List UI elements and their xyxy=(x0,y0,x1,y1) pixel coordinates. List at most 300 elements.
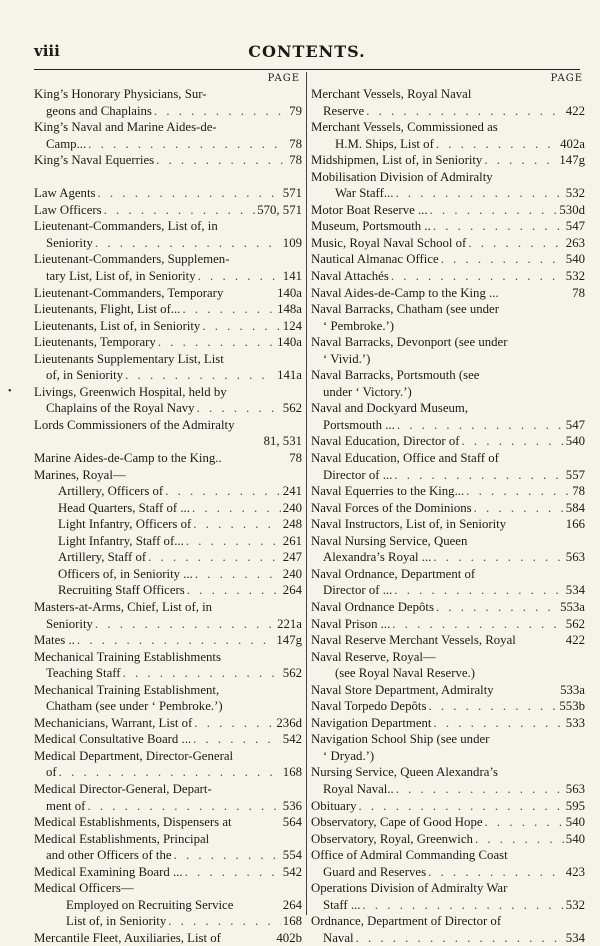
entry-text: King’s Honorary Physicians, Sur- xyxy=(34,87,207,101)
entry-page-number: 564 xyxy=(282,815,302,830)
entry-text: Mobilisation Division of Admiralty xyxy=(311,169,493,184)
leader-dots xyxy=(395,185,563,202)
index-entry-line xyxy=(311,566,585,583)
entry-text: Lieutenant-Commanders, Temporary xyxy=(34,285,224,300)
entry-text: Obituary xyxy=(311,798,357,813)
entry-text: Camp... xyxy=(46,136,87,151)
index-entry-line xyxy=(34,582,302,599)
entry-text: Marine Aides-de-Camp to the King.. xyxy=(34,451,222,466)
index-entry-line xyxy=(34,847,302,864)
entry-text: Teaching Staff xyxy=(46,666,121,681)
leader-dots xyxy=(391,268,564,285)
entry-page-number: 547 xyxy=(565,219,585,234)
index-entry-line xyxy=(311,119,585,136)
index-entry-line xyxy=(311,698,585,715)
entry-text: List of, in Seniority xyxy=(66,914,167,929)
index-entry-line xyxy=(34,682,302,699)
entry-text: tary List, List of, in Seniority xyxy=(46,269,196,284)
index-entry-line xyxy=(311,814,585,831)
index-entry-line xyxy=(311,831,585,848)
entry-text: Naval Nursing Service, Queen xyxy=(311,533,468,548)
leader-dots xyxy=(88,136,287,153)
entry-text: Light Infantry, Staff of... xyxy=(58,533,184,548)
index-entry-line xyxy=(34,285,302,302)
entry-page-number: 542 xyxy=(282,864,302,879)
leader-dots xyxy=(156,152,287,169)
index-entry-line xyxy=(311,136,585,153)
leader-dots xyxy=(59,764,281,781)
entry-page-number: 422 xyxy=(565,103,585,118)
index-entry-line xyxy=(311,334,585,351)
leader-dots xyxy=(428,698,557,715)
leader-dots xyxy=(154,103,287,120)
entry-page-number: 147g xyxy=(559,153,585,168)
entry-page-number: 241 xyxy=(282,484,302,499)
index-entry-line xyxy=(34,417,302,434)
entry-text: Naval Reserve Merchant Vessels, Royal xyxy=(311,633,516,648)
index-entry-line xyxy=(34,665,302,682)
leader-dots xyxy=(428,864,564,881)
leader-dots xyxy=(158,334,275,351)
leader-dots xyxy=(462,433,564,450)
index-entry-line xyxy=(311,169,585,186)
leader-dots xyxy=(182,301,275,318)
entry-text: Law Officers xyxy=(34,202,102,217)
right-column xyxy=(311,72,585,946)
entry-text: Medical Examining Board ... xyxy=(34,864,183,879)
entry-text: Observatory, Cape of Good Hope xyxy=(311,815,483,830)
entry-page-number: 553a xyxy=(560,599,585,614)
index-entry-line xyxy=(311,880,585,897)
index-entry-line xyxy=(311,764,585,781)
index-entry-line xyxy=(34,450,302,467)
entry-page-number: 534 xyxy=(565,930,585,945)
entry-page-number: 532 xyxy=(565,897,585,912)
leader-dots xyxy=(366,103,564,120)
leader-dots xyxy=(436,599,558,616)
index-entry-line xyxy=(34,152,302,169)
leader-dots xyxy=(362,897,563,914)
entry-text: Naval Education, Director of xyxy=(311,434,460,449)
entry-text: Naval Barracks, Chatham (see under xyxy=(311,302,499,317)
index-entry-line xyxy=(311,417,585,434)
index-entry-line xyxy=(34,235,302,252)
leader-dots xyxy=(168,913,281,930)
index-entry-line xyxy=(311,467,585,484)
index-entry-line xyxy=(34,218,302,235)
entry-text: Merchant Vessels, Commissioned as xyxy=(311,120,498,135)
index-entry-line xyxy=(34,913,302,930)
index-entry-line xyxy=(34,467,302,484)
margin-bullet: • xyxy=(8,385,12,397)
leader-dots xyxy=(394,467,564,484)
entry-text: Royal Naval.. xyxy=(323,781,394,796)
index-entry-line xyxy=(311,185,585,202)
right-entries xyxy=(311,86,585,946)
index-entry-line xyxy=(311,930,585,946)
entry-text: under ‘ Victory.’) xyxy=(323,384,412,399)
entry-page-number: 540 xyxy=(565,831,585,846)
leader-dots xyxy=(193,731,281,748)
index-entry-line xyxy=(34,930,302,946)
entry-text: War Staff... xyxy=(335,186,394,201)
entry-text: Naval Ordnance Depôts xyxy=(311,599,434,614)
entry-page-number: 124 xyxy=(282,318,302,333)
entry-page-number: 530d xyxy=(559,202,585,217)
index-entry-line xyxy=(34,251,302,268)
index-entry-line xyxy=(311,913,585,930)
entry-page-number: 261 xyxy=(282,533,302,548)
leader-dots xyxy=(186,533,281,550)
entry-text: Lieutenant-Commanders, List of, in xyxy=(34,219,218,234)
leader-dots xyxy=(195,566,281,583)
index-entry-line xyxy=(34,268,302,285)
leader-dots xyxy=(436,136,558,153)
leader-dots xyxy=(202,318,280,335)
index-entry-line xyxy=(34,185,302,202)
leader-dots xyxy=(192,500,281,517)
entry-text: Lieutenants Supplementary List, List xyxy=(34,351,224,366)
page-folio: viii xyxy=(34,42,60,60)
header-rule xyxy=(34,69,580,70)
index-entry-line xyxy=(34,649,302,666)
column-divider xyxy=(306,72,307,915)
entry-page-number: 553b xyxy=(559,699,585,714)
leader-dots xyxy=(392,616,564,633)
left-column xyxy=(8,72,302,946)
entry-text: of xyxy=(46,765,57,780)
entry-text: Staff ... xyxy=(323,897,361,912)
index-entry-line xyxy=(8,384,302,401)
entry-page-number: 78 xyxy=(289,451,302,466)
leader-dots xyxy=(359,798,564,815)
index-entry-line xyxy=(34,103,302,120)
index-entry-line xyxy=(311,218,585,235)
index-entry-line xyxy=(34,318,302,335)
leader-dots xyxy=(474,500,564,517)
entry-text: ‘ Pembroke.’) xyxy=(323,318,395,333)
index-entry-line xyxy=(311,318,585,335)
entry-text: Mates .. xyxy=(34,633,75,648)
entry-text: Portsmouth ... xyxy=(323,417,395,432)
left-entries xyxy=(8,86,302,946)
index-entry-line xyxy=(34,880,302,897)
index-entry-line xyxy=(311,582,585,599)
entry-text: Masters-at-Arms, Chief, List of, in xyxy=(34,599,213,614)
entry-text: Head Quarters, Staff of ... xyxy=(58,500,190,515)
index-entry-line xyxy=(34,500,302,517)
index-entry-line xyxy=(34,483,302,500)
entry-page-number: 79 xyxy=(289,103,302,118)
leader-dots xyxy=(95,616,275,633)
entry-text: Motor Boat Reserve ... xyxy=(311,202,428,217)
index-entry-line xyxy=(311,798,585,815)
entry-text: Light Infantry, Officers of xyxy=(58,517,192,532)
entry-page-number: 147g xyxy=(276,633,302,648)
index-entry-line xyxy=(34,715,302,732)
entry-page-number: 141 xyxy=(282,269,302,284)
leader-dots xyxy=(197,400,281,417)
entry-text: Naval Education, Office and Staff of xyxy=(311,451,499,466)
entry-text: Music, Royal Naval School of xyxy=(311,235,467,250)
entry-page-number: 540 xyxy=(565,434,585,449)
entry-text: Medical Establishments, Dispensers at xyxy=(34,815,232,830)
entry-page-number: 584 xyxy=(565,500,585,515)
index-entry-line xyxy=(311,549,585,566)
entry-text: ment of xyxy=(46,798,86,813)
entry-page-number: 168 xyxy=(282,914,302,929)
index-entry-line xyxy=(311,268,585,285)
entry-text: Seniority xyxy=(46,616,93,631)
entry-text: Lieutenant-Commanders, Supplemen- xyxy=(34,252,230,267)
leader-dots xyxy=(433,218,564,235)
index-entry-line xyxy=(34,400,302,417)
entry-page-number: 78 xyxy=(289,136,302,151)
entry-text: ‘ Vivid.’) xyxy=(323,351,371,366)
leader-dots xyxy=(165,483,281,500)
section-gap xyxy=(34,169,302,186)
entry-page-number: 562 xyxy=(282,666,302,681)
leader-dots xyxy=(194,715,274,732)
leader-dots xyxy=(125,367,275,384)
entry-text: Reserve xyxy=(323,103,365,118)
entry-page-number: 81, 531 xyxy=(263,434,302,449)
leader-dots xyxy=(104,202,256,219)
page-title: CONTENTS. xyxy=(248,42,366,61)
index-entry-line xyxy=(311,616,585,633)
leader-dots xyxy=(198,268,281,285)
index-entry-line xyxy=(311,682,585,699)
index-entry-line xyxy=(34,831,302,848)
entry-page-number: 247 xyxy=(282,550,302,565)
entry-text: Livings, Greenwich Hospital, held by xyxy=(34,384,227,399)
index-entry-line xyxy=(311,301,585,318)
entry-text: of, in Seniority xyxy=(46,368,124,383)
index-entry-line xyxy=(311,665,585,682)
index-entry-line xyxy=(311,450,585,467)
index-entry-line xyxy=(311,483,585,500)
index-entry-line xyxy=(311,86,585,103)
leader-dots xyxy=(356,930,564,946)
entry-page-number: 109 xyxy=(282,235,302,250)
index-entry-line xyxy=(311,384,585,401)
entry-text: Navigation School Ship (see under xyxy=(311,732,490,747)
entry-page-number: 402a xyxy=(560,136,585,151)
leader-dots xyxy=(87,798,280,815)
entry-page-number: 536 xyxy=(282,798,302,813)
leader-dots xyxy=(193,516,281,533)
leader-dots xyxy=(394,582,564,599)
entry-text: Naval xyxy=(323,930,354,945)
entry-text: (see Royal Naval Reserve.) xyxy=(335,666,475,681)
entry-text: Alexandra’s Royal ... xyxy=(323,550,432,565)
entry-text: Naval Store Department, Admiralty xyxy=(311,682,494,697)
entry-page-number: 148a xyxy=(277,302,302,317)
leader-dots xyxy=(77,632,275,649)
entry-text: Naval Ordnance, Department of xyxy=(311,566,476,581)
index-entry-line xyxy=(311,152,585,169)
leader-dots xyxy=(95,235,281,252)
index-entry-line xyxy=(34,748,302,765)
entry-page-number: 562 xyxy=(282,401,302,416)
entry-page-number: 78 xyxy=(572,285,585,300)
index-entry-line xyxy=(311,649,585,666)
entry-text: Medical Establishments, Principal xyxy=(34,831,210,846)
leader-dots xyxy=(468,235,563,252)
entry-text: Mechanicians, Warrant, List of xyxy=(34,715,193,730)
entry-page-number: 264 xyxy=(282,583,302,598)
entry-page-number: 534 xyxy=(565,583,585,598)
entry-page-number: 533a xyxy=(560,682,585,697)
entry-page-number: 595 xyxy=(565,798,585,813)
entry-text: Director of ... xyxy=(323,467,393,482)
left-page-label: PAGE xyxy=(267,73,300,84)
leader-dots xyxy=(484,152,557,169)
entry-text: Office of Admiral Commanding Coast xyxy=(311,848,508,863)
index-entry-line xyxy=(34,616,302,633)
index-entry-line xyxy=(311,748,585,765)
right-page-label: PAGE xyxy=(550,73,583,84)
entry-text: Medical Consultative Board ... xyxy=(34,732,192,747)
entry-text: Naval Prison ... xyxy=(311,616,391,631)
entry-text: Merchant Vessels, Royal Naval xyxy=(311,87,472,101)
entry-text: Mechanical Training Establishment, xyxy=(34,682,220,697)
index-entry-line xyxy=(311,715,585,732)
index-entry-line xyxy=(311,285,585,302)
leader-dots xyxy=(123,665,281,682)
index-entry-line xyxy=(34,897,302,914)
entry-page-number: 423 xyxy=(565,864,585,879)
entry-text: Navigation Department xyxy=(311,715,432,730)
index-entry-line xyxy=(311,864,585,881)
leader-dots xyxy=(185,864,281,881)
entry-page-number: 532 xyxy=(565,186,585,201)
entry-text: Naval Equerries to the King... xyxy=(311,484,465,499)
entry-page-number: 78 xyxy=(572,484,585,499)
leader-dots xyxy=(433,549,563,566)
entry-page-number: 571 xyxy=(282,186,302,201)
entry-text: Midshipmen, List of, in Seniority xyxy=(311,153,483,168)
entry-text: Employed on Recruiting Service xyxy=(66,897,234,912)
index-entry-line xyxy=(34,516,302,533)
entry-text: Operations Division of Admiralty War xyxy=(311,881,508,896)
entry-text: Medical Department, Director-General xyxy=(34,748,234,763)
entry-page-number: 140a xyxy=(277,335,302,350)
index-entry-line xyxy=(311,103,585,120)
leader-dots xyxy=(397,417,564,434)
index-entry-line xyxy=(34,351,302,368)
leader-dots xyxy=(441,251,564,268)
index-entry-line xyxy=(311,731,585,748)
leader-dots xyxy=(430,202,558,219)
entry-text: Naval Instructors, List of, in Seniority xyxy=(311,517,507,532)
index-entry-line xyxy=(34,764,302,781)
index-entry-line xyxy=(311,400,585,417)
entry-text: Lords Commissioners of the Admiralty xyxy=(34,417,235,432)
index-entry-line xyxy=(34,334,302,351)
index-entry-line xyxy=(34,698,302,715)
leader-dots xyxy=(148,549,281,566)
entry-page-number: 533 xyxy=(565,715,585,730)
index-entry-line xyxy=(34,136,302,153)
entry-text: Guard and Reserves xyxy=(323,864,427,879)
leader-dots xyxy=(98,185,281,202)
entry-text: Observatory, Royal, Greenwich xyxy=(311,831,473,846)
entry-page-number: 540 xyxy=(565,252,585,267)
entry-text: Naval Barracks, Devonport (see under xyxy=(311,335,508,350)
index-entry-line xyxy=(34,864,302,881)
entry-page-number: 562 xyxy=(565,616,585,631)
entry-text: Naval Torpedo Depôts xyxy=(311,699,427,714)
entry-text: Seniority xyxy=(46,235,93,250)
entry-text: Ordnance, Department of Director of xyxy=(311,914,502,929)
index-entry-line xyxy=(34,781,302,798)
entry-page-number: 166 xyxy=(565,517,585,532)
entry-text: King’s Naval and Marine Aides-de- xyxy=(34,120,217,135)
entry-page-number: 240 xyxy=(282,500,302,515)
entry-page-number: 78 xyxy=(289,153,302,168)
entry-text: Mechanical Training Establishments xyxy=(34,649,221,664)
entry-page-number: 263 xyxy=(565,235,585,250)
entry-text: Naval and Dockyard Museum, xyxy=(311,401,469,416)
leader-dots xyxy=(187,582,281,599)
entry-page-number: 168 xyxy=(282,765,302,780)
entry-text: Chaplains of the Royal Navy xyxy=(46,401,195,416)
page-header xyxy=(34,42,580,64)
entry-page-number: 563 xyxy=(565,781,585,796)
index-entry-line xyxy=(34,367,302,384)
entry-text: Naval Attachés xyxy=(311,269,389,284)
index-entry-line xyxy=(34,599,302,616)
index-entry-line xyxy=(311,500,585,517)
entry-text: Museum, Portsmouth .. xyxy=(311,219,431,234)
entry-page-number: 402b xyxy=(276,930,302,945)
index-entry-line xyxy=(34,731,302,748)
entry-text: Law Agents xyxy=(34,186,96,201)
index-entry-line xyxy=(311,202,585,219)
leader-dots xyxy=(174,847,281,864)
entry-text: Medical Officers— xyxy=(34,881,134,896)
entry-text: Recruiting Staff Officers xyxy=(58,583,185,598)
entry-page-number: 264 xyxy=(282,897,302,912)
entry-text: and other Officers of the xyxy=(46,848,172,863)
index-entry-line xyxy=(311,599,585,616)
index-entry-line xyxy=(311,847,585,864)
index-entry-line xyxy=(311,367,585,384)
index-entry-line xyxy=(34,549,302,566)
entry-text: Marines, Royal— xyxy=(34,467,126,482)
entry-page-number: 557 xyxy=(565,467,585,482)
entry-page-number: 221a xyxy=(277,616,302,631)
entry-text: Lieutenants, List of, in Seniority xyxy=(34,318,201,333)
entry-page-number: 240 xyxy=(282,566,302,581)
index-entry-line xyxy=(34,202,302,219)
entry-text: Artillery, Staff of xyxy=(58,550,147,565)
entry-page-number: 540 xyxy=(565,815,585,830)
entry-text: Nursing Service, Queen Alexandra’s xyxy=(311,765,498,780)
entry-text: Chatham (see under ‘ Pembroke.’) xyxy=(46,699,223,714)
entry-text: Naval Barracks, Portsmouth (see xyxy=(311,368,480,383)
index-entry-line xyxy=(311,351,585,368)
index-entry-line xyxy=(311,433,585,450)
leader-dots xyxy=(485,814,564,831)
index-entry-line xyxy=(311,251,585,268)
index-entry-line xyxy=(311,533,585,550)
entry-text: Medical Director-General, Depart- xyxy=(34,781,212,796)
entry-text: Artillery, Officers of xyxy=(58,484,164,499)
entry-text: Naval Forces of the Dominions xyxy=(311,500,472,515)
entry-text: H.M. Ships, List of xyxy=(335,136,434,151)
